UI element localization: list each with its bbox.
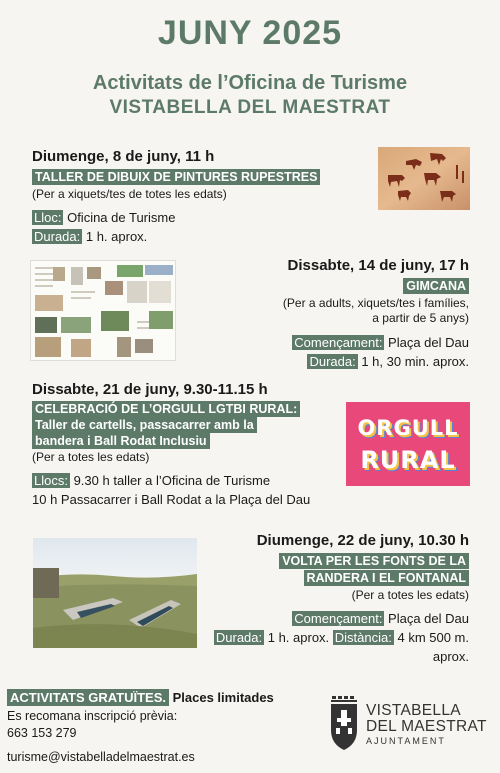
event-3-places-2: 10 h Passacarrer i Ball Rodat a la Plaça del Dau: [32, 492, 311, 507]
orgull-rural-badge: ORGULL RURAL: [346, 402, 470, 486]
event-4-distance-2: aprox.: [432, 649, 469, 664]
event-1-date: Diumenge, 8 de juny, 11 h: [32, 148, 215, 165]
event-3-audience: (Per a totes les edats): [32, 450, 150, 464]
event-2-audience-2: a partir de 5 anys): [372, 311, 469, 325]
poster-header: [0, 0, 500, 119]
month-title: JUNY 2025: [157, 14, 343, 52]
event-3-title-1: CELEBRACIÓ DE L’ORGULL LGTBI RURAL:: [32, 401, 300, 417]
event-2-duration: Durada: 1 h, 30 min. aprox.: [309, 354, 469, 369]
coat-of-arms-icon: [328, 694, 360, 752]
event-4-date: Diumenge, 22 de juny, 10.30 h: [256, 532, 469, 549]
event-2-audience-1: (Per a adults, xiquets/tes i famílies,: [282, 296, 469, 310]
event-3-title-3: bandera i Ball Rodat Inclusiu: [32, 433, 210, 449]
event-4: [0, 532, 500, 665]
event-2-start: Començament: Plaça del Dau: [294, 335, 469, 350]
event-1-title: TALLER DE DIBUIX DE PINTURES RUPESTRES: [32, 169, 320, 185]
town-title: VISTABELLA DEL MAESTRAT: [109, 97, 391, 118]
event-2: [0, 257, 500, 370]
event-4-title-1: VOLTA PER LES FONTS DE LA: [279, 553, 469, 569]
event-4-title-2: RANDERA I EL FONTANAL: [304, 570, 470, 586]
event-1-audience: (Per a xiquets/tes de totes les edats): [32, 187, 227, 201]
event-3-places-1: Llocs: 9.30 h taller a l’Oficina de Turisme: [34, 473, 271, 488]
event-2-title: GIMCANA: [403, 278, 469, 294]
event-4-duration-distance: Durada: 1 h. aprox. Distància: 4 km 500 m.: [215, 630, 469, 645]
ajuntament-logo: [328, 694, 493, 754]
logo-name-1: VISTABELLA: [366, 702, 461, 719]
footer-free: ACTIVITATS GRATUÏTES. Places limitades: [7, 690, 500, 706]
event-4-audience: (Per a totes les edats): [351, 588, 469, 602]
event-2-date: Dissabte, 14 de juny, 17 h: [287, 257, 469, 274]
poster-subtitle: Activitats de l’Oficina de Turisme: [92, 72, 408, 94]
footer-phone[interactable]: 663 153 279: [7, 726, 77, 740]
logo-sub: AJUNTAMENT: [366, 736, 446, 746]
footer-advice: Es recomana inscripció prèvia:: [7, 709, 178, 723]
event-1-place: Lloc: Oficina de Turisme: [34, 210, 176, 225]
event-3-date: Dissabte, 21 de juny, 9.30-11.15 h: [32, 381, 268, 398]
footer-email[interactable]: turisme@vistabelladelmaestrat.es: [7, 750, 195, 764]
logo-name-2: DEL MAESTRAT: [366, 718, 487, 735]
cave-painting-image: [378, 147, 470, 210]
event-1-duration: Durada: 1 h. aprox.: [34, 229, 148, 244]
event-4-start: Començament: Plaça del Dau: [294, 611, 469, 626]
event-3-title-2: Taller de cartells, passacarrer amb la: [32, 417, 257, 433]
